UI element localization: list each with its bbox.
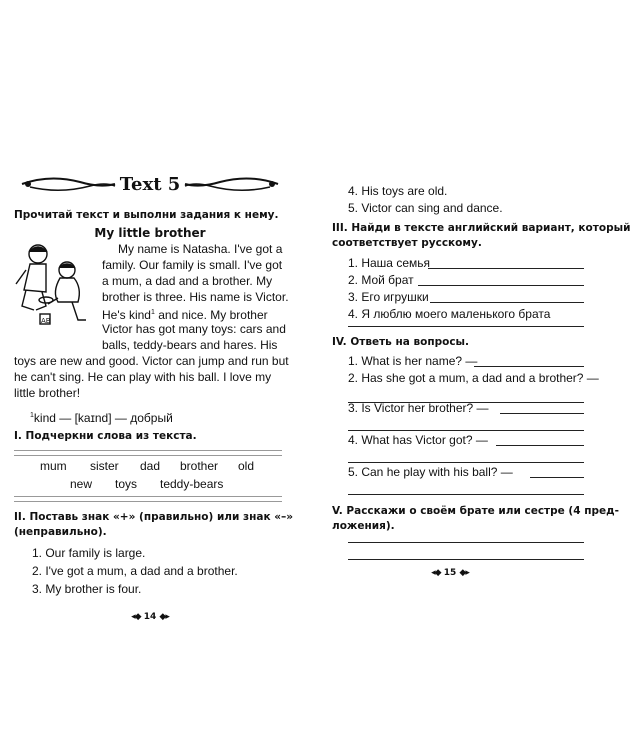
answer-line[interactable]: [348, 326, 584, 327]
task5-heading-1: V. Расскажи о своём брате или сестре (4 пред-: [332, 505, 619, 517]
task2-heading-1: II. Поставь знак «+» (правильно) или знак «–»: [14, 511, 294, 523]
answer-line[interactable]: [348, 542, 584, 543]
word-6: new: [70, 477, 93, 491]
task2-heading-2: (неправильно).: [14, 526, 107, 538]
task5-heading-2: ложения).: [332, 520, 395, 532]
task4-item-2: 2. Has she got a mum, a dad and a brother? —: [348, 371, 599, 385]
answer-line[interactable]: [496, 445, 584, 446]
word-8: teddy-bears: [160, 477, 224, 491]
task2-item-5: 5. Victor can sing and dance.: [348, 201, 503, 215]
answer-line[interactable]: [474, 366, 584, 367]
story-line-3: a mum, a dad and a brother. My: [102, 274, 273, 288]
word-7: toys: [115, 477, 138, 491]
answer-line[interactable]: [348, 462, 584, 463]
task4-item-3: 3. Is Victor her brother? —: [348, 401, 489, 415]
task2-item-3: 3. My brother is four.: [32, 582, 142, 596]
word-2: sister: [90, 459, 119, 473]
footnote-marker: 1: [150, 309, 155, 316]
task4-item-1: 1. What is her name? —: [348, 354, 478, 368]
answer-line[interactable]: [430, 302, 584, 303]
answer-line[interactable]: [418, 285, 584, 286]
task4-item-5: 5. Can he play with his ball? —: [348, 465, 513, 479]
story-line-5a: He's kind: [102, 308, 151, 322]
task3-item-4: 4. Я люблю моего маленького брата: [348, 307, 551, 321]
answer-line[interactable]: [500, 413, 584, 414]
story-line-6: Victor has got many toys: cars and: [102, 322, 286, 336]
task3-item-2: 2. Мой брат: [348, 273, 414, 287]
answer-line[interactable]: [530, 477, 584, 478]
story-line-2: family. Our family is small. I've got: [102, 258, 283, 272]
story-line-1: My name is Natasha. I've got a: [118, 242, 283, 256]
task2-item-1: 1. Our family is large.: [32, 546, 146, 560]
footnote: $^1$kind — [kaɪnd] — добрый: [30, 411, 173, 425]
task3-item-1: 1. Наша семья: [348, 256, 430, 270]
task1-heading: I. Подчеркни слова из текста.: [14, 430, 197, 442]
right-page: [300, 0, 630, 750]
story-title: My little brother: [94, 226, 206, 240]
answer-line[interactable]: [348, 559, 584, 560]
divider-bottom: [14, 496, 282, 502]
word-3: dad: [140, 459, 161, 473]
divider-top: [14, 450, 282, 456]
task2-item-2: 2. I've got a mum, a dad and a brother.: [32, 564, 238, 578]
answer-line[interactable]: [428, 268, 584, 269]
story-line-10: little brother!: [14, 386, 81, 400]
story-line-5b: and nice. My brother: [158, 308, 268, 322]
page-number-right: ◂◆ 15 ◆▸: [431, 568, 469, 578]
story-line-4: brother is three. His name is Victor.: [102, 290, 289, 304]
instruction: Прочитай текст и выполни задания к нему.: [14, 209, 279, 221]
left-page: [0, 0, 300, 750]
story-line-8: toys are new and good. Victor can jump and run but: [14, 354, 289, 368]
task4-heading: IV. Ответь на вопросы.: [332, 336, 470, 348]
answer-line[interactable]: [348, 430, 584, 431]
answer-line[interactable]: [348, 494, 584, 495]
page-title: Text 5: [119, 174, 181, 195]
task4-item-4: 4. What has Victor got? —: [348, 433, 488, 447]
word-5: old: [238, 459, 255, 473]
task3-heading-1: III. Найди в тексте английский вариант, который: [332, 222, 630, 234]
page-number-left: ◂◆ 14 ◆▸: [131, 612, 169, 622]
task3-heading-2: соответствует русскому.: [332, 237, 482, 249]
word-1: mum: [40, 459, 67, 473]
story-line-9: he can't sing. He can play with his ball. I love my: [14, 370, 272, 384]
task2-item-4: 4. His toys are old.: [348, 184, 448, 198]
story-line-7: balls, teddy-bears and hares. His: [102, 338, 278, 352]
word-4: brother: [180, 459, 219, 473]
svg-text:AB: AB: [41, 317, 51, 325]
children-illustration-icon: [12, 240, 90, 332]
task3-item-3: 3. Его игрушки: [348, 290, 429, 304]
